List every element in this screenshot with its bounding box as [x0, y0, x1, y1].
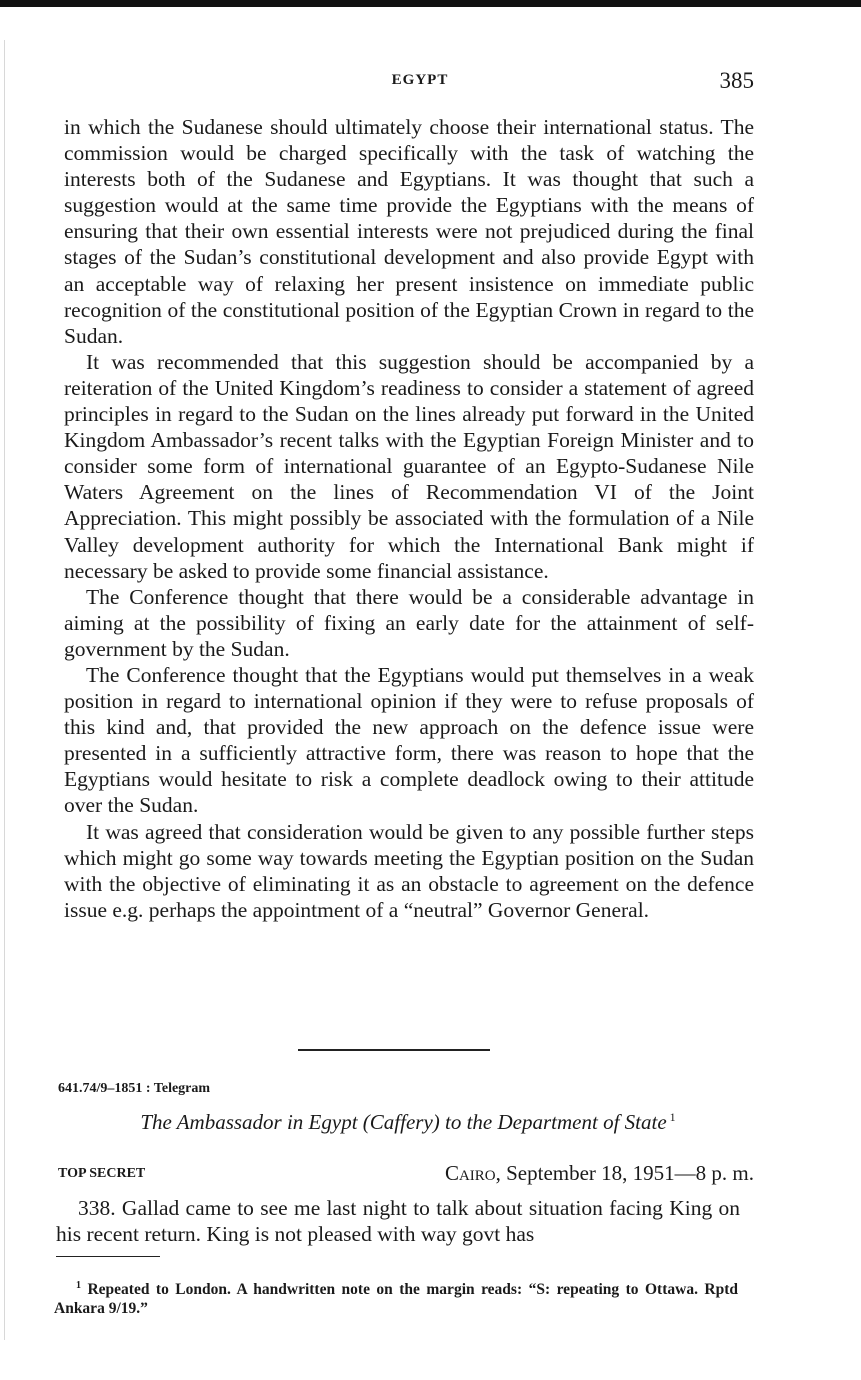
footnote-marker: 1	[669, 1110, 676, 1124]
footnote-rule	[56, 1256, 160, 1257]
body-text	[64, 114, 754, 923]
telegram-paragraph: 338. Gallad came to see me last night to talk about situation facing King on his recent return. King is not pleased with way govt has	[56, 1196, 740, 1246]
dateline	[380, 1161, 754, 1186]
footnote-text: Repeated to London. A handwritten note on the margin reads: “S: repeating to Ottawa. Rptd Ankara 9/19.”	[54, 1281, 739, 1318]
running-title: EGYPT	[391, 72, 449, 88]
document-reference: 641.74/9–1851 : Telegram	[58, 1081, 211, 1096]
dateline-place: Cairo,	[444, 1161, 501, 1185]
paragraph: The Conference thought that the Egyptians would put themselves in a weak position in regard to international opinion if they were to refuse proposals of this kind and, that provided the new approach on the defence issue were presented in a sufficiently attractive form, there was reason to hope that the Egyptians would hesitate to risk a complete deadlock owing to their attitude over the Sudan.	[64, 662, 754, 818]
footnote-number: 1	[76, 1280, 81, 1291]
document-title-text: The Ambassador in Egypt (Caffery) to the Department of State	[140, 1110, 667, 1134]
footnote	[54, 1276, 738, 1318]
paragraph-continuation: in which the Sudanese should ultimately choose their international status. The commission would be charged specifically with the task of watching the interests both of the Sudanese and Egyptians. It was thought that such a suggestion would at the same time provide the Egyptians with the means of ensuring that their own essential interests were not prejudiced during the final stages of the Sudan’s constitutional development and also provide Egypt with an acceptable way of relaxing her present insistence on immediate public recognition of the constitutional position of the Egyptian Crown in regard to the Sudan.	[64, 115, 754, 348]
footnote-paragraph	[54, 1276, 738, 1318]
page-number: 385	[719, 68, 754, 93]
section-separator	[298, 1049, 490, 1051]
dateline-date: September 18, 1951—8 p. m.	[506, 1161, 754, 1185]
document-title	[60, 1110, 756, 1135]
scan-left-edge	[4, 40, 5, 1340]
telegram-text	[56, 1195, 740, 1247]
paragraph: It was recommended that this suggestion should be accompanied by a reiteration of the United Kingdom’s readiness to consider a statement of agreed principles in regard to the Sudan on the lines already put forward in the United Kingdom Ambassador’s recent talks with the Egyptian Foreign Minister and to consider some form of international guarantee of an Egypto-Sudanese Nile Waters Agreement on the lines of Recommendation VI of the Joint Appreciation. This might possibly be associated with the formulation of a Nile Valley development authority for which the International Bank might if necessary be asked to provide some financial assistance.	[64, 349, 754, 583]
paragraph: The Conference thought that there would be a considerable advantage in aiming at the possibility of fixing an early date for the attainment of self-government by the Sudan.	[64, 584, 754, 661]
scan-top-border	[0, 0, 861, 7]
paragraph: It was agreed that consideration would be given to any possible further steps which might go some way towards meeting the Egyptian position on the Sudan with the objective of eliminating it as an obstacle to agreement on the defence issue e.g. perhaps the appointment of a “neutral” Governor General.	[64, 819, 754, 922]
classification-label: TOP SECRET	[58, 1166, 146, 1181]
